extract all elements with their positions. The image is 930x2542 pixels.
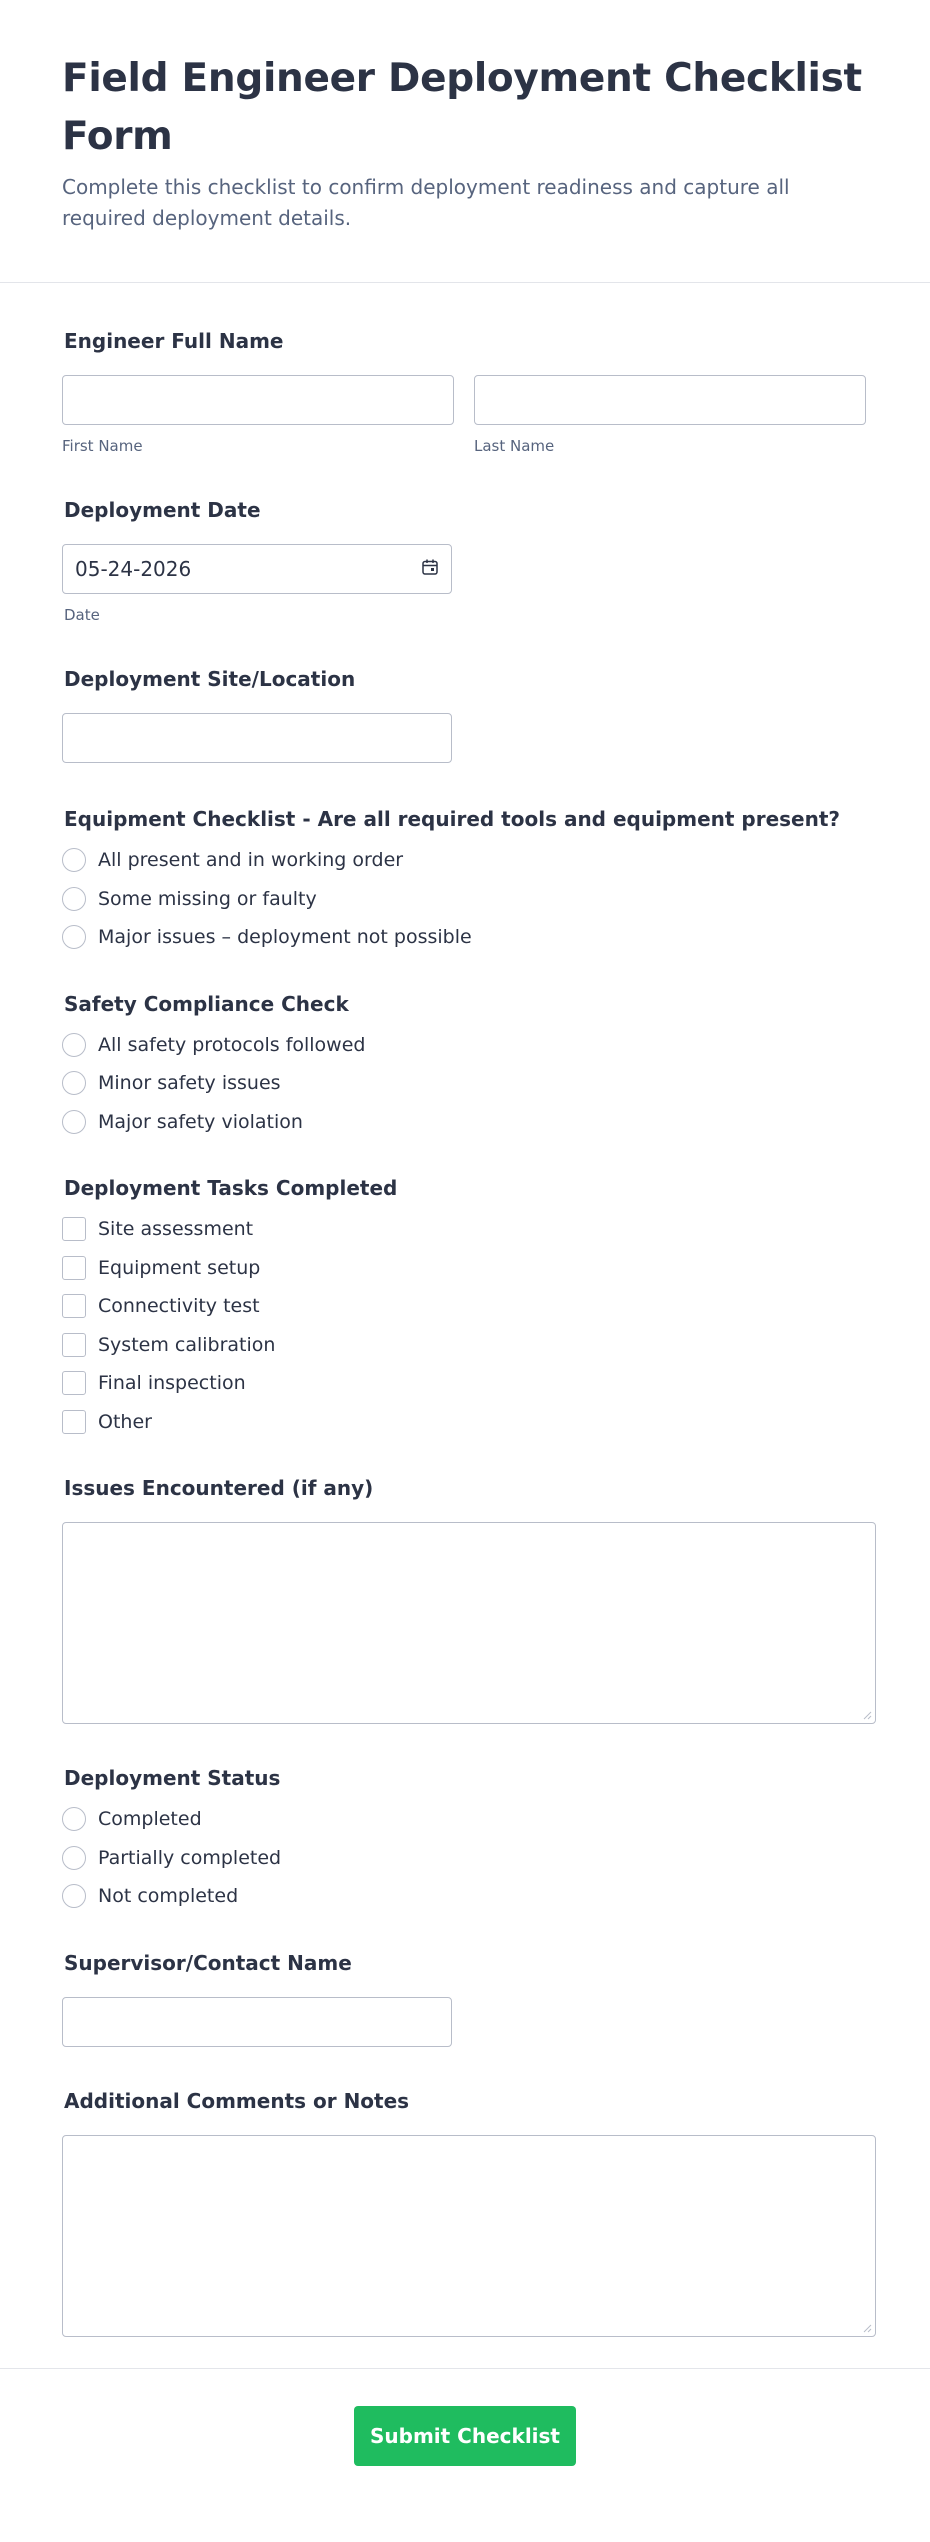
option-label: All safety protocols followed [98, 1033, 366, 1056]
form-body [0, 283, 930, 2337]
calendar-icon[interactable] [421, 558, 439, 580]
option-label: All present and in working order [98, 849, 404, 872]
equipment-option[interactable] [62, 918, 866, 957]
option-label: Minor safety issues [98, 1072, 281, 1095]
site-location-input[interactable] [62, 713, 452, 763]
safety-option[interactable] [62, 1064, 866, 1103]
option-label: System calibration [98, 1333, 276, 1356]
comments-label: Additional Comments or Notes [64, 2088, 410, 2113]
form-footer [0, 2368, 930, 2466]
radio-button[interactable] [62, 848, 86, 872]
form-header [0, 0, 930, 283]
issues-textarea[interactable] [62, 1522, 876, 1724]
engineer-name-label: Engineer Full Name [64, 329, 284, 353]
equipment-option[interactable] [62, 841, 866, 880]
radio-button[interactable] [62, 1071, 86, 1095]
status-option[interactable] [62, 1800, 866, 1839]
comments-field [54, 2047, 876, 2337]
site-location-field [54, 625, 876, 763]
site-location-label: Deployment Site/Location [64, 667, 356, 691]
safety-option[interactable] [62, 1103, 866, 1142]
safety-compliance-field [54, 957, 876, 1142]
last-name-input[interactable] [474, 375, 866, 425]
option-label: Other [98, 1410, 152, 1433]
tasks-completed-label: Deployment Tasks Completed [64, 1176, 398, 1200]
equipment-option[interactable] [62, 880, 866, 919]
status-option[interactable] [62, 1839, 866, 1878]
radio-button[interactable] [62, 1884, 86, 1908]
tasks-completed-field [54, 1141, 876, 1441]
checkbox[interactable] [62, 1256, 86, 1280]
issues-label: Issues Encountered (if any) [64, 1476, 374, 1500]
form-title: Field Engineer Deployment Checklist Form [62, 56, 862, 159]
radio-button[interactable] [62, 1846, 86, 1870]
checkbox[interactable] [62, 1217, 86, 1241]
comments-textarea[interactable] [62, 2135, 876, 2337]
safety-compliance-label: Safety Compliance Check [64, 991, 349, 1016]
task-option[interactable] [62, 1403, 866, 1442]
issues-field [54, 1441, 876, 1724]
resize-handle-icon[interactable] [863, 2324, 872, 2333]
submit-button[interactable]: Submit Checklist [354, 2406, 576, 2466]
resize-handle-icon[interactable] [863, 1711, 872, 1720]
checkbox[interactable] [62, 1333, 86, 1357]
option-label: Not completed [98, 1885, 239, 1908]
option-label: Connectivity test [98, 1295, 260, 1318]
last-name-group [474, 375, 866, 456]
deployment-date-field [54, 456, 876, 625]
option-label: Completed [98, 1808, 202, 1831]
form-subtitle: Complete this checklist to confirm deployment readiness and capture all required deployment details. [62, 175, 790, 230]
deployment-date-value: 05-24-2026 [75, 557, 192, 581]
task-option[interactable] [62, 1210, 866, 1249]
radio-button[interactable] [62, 1110, 86, 1134]
checkbox[interactable] [62, 1294, 86, 1318]
first-name-input[interactable] [62, 375, 454, 425]
option-label: Major safety violation [98, 1110, 303, 1133]
option-label: Some missing or faulty [98, 887, 317, 910]
equipment-checklist-field [54, 763, 876, 957]
task-option[interactable] [62, 1364, 866, 1403]
checkbox[interactable] [62, 1410, 86, 1434]
last-name-sublabel: Last Name [474, 437, 555, 455]
deployment-date-sublabel: Date [64, 606, 100, 624]
supervisor-label: Supervisor/Contact Name [64, 1950, 352, 1975]
deployment-date-label: Deployment Date [64, 498, 261, 522]
option-label: Equipment setup [98, 1256, 261, 1279]
checkbox[interactable] [62, 1371, 86, 1395]
option-label: Site assessment [98, 1218, 254, 1241]
task-option[interactable] [62, 1287, 866, 1326]
task-option[interactable] [62, 1249, 866, 1288]
supervisor-field [54, 1916, 876, 2047]
option-label: Final inspection [98, 1372, 246, 1395]
task-option[interactable] [62, 1326, 866, 1365]
radio-button[interactable] [62, 887, 86, 911]
safety-option[interactable] [62, 1026, 866, 1065]
radio-button[interactable] [62, 1033, 86, 1057]
engineer-name-field [54, 283, 876, 456]
radio-button[interactable] [62, 1807, 86, 1831]
option-label: Major issues – deployment not possible [98, 926, 472, 949]
option-label: Partially completed [98, 1846, 282, 1869]
supervisor-input[interactable] [62, 1997, 452, 2047]
first-name-sublabel: First Name [62, 437, 143, 455]
deployment-date-input[interactable] [62, 544, 452, 594]
status-option[interactable] [62, 1877, 866, 1916]
equipment-checklist-label: Equipment Checklist - Are all required tools and equipment present? [64, 807, 841, 831]
radio-button[interactable] [62, 925, 86, 949]
deployment-status-label: Deployment Status [64, 1766, 281, 1790]
deployment-status-field [54, 1724, 876, 1916]
first-name-group [62, 375, 454, 456]
